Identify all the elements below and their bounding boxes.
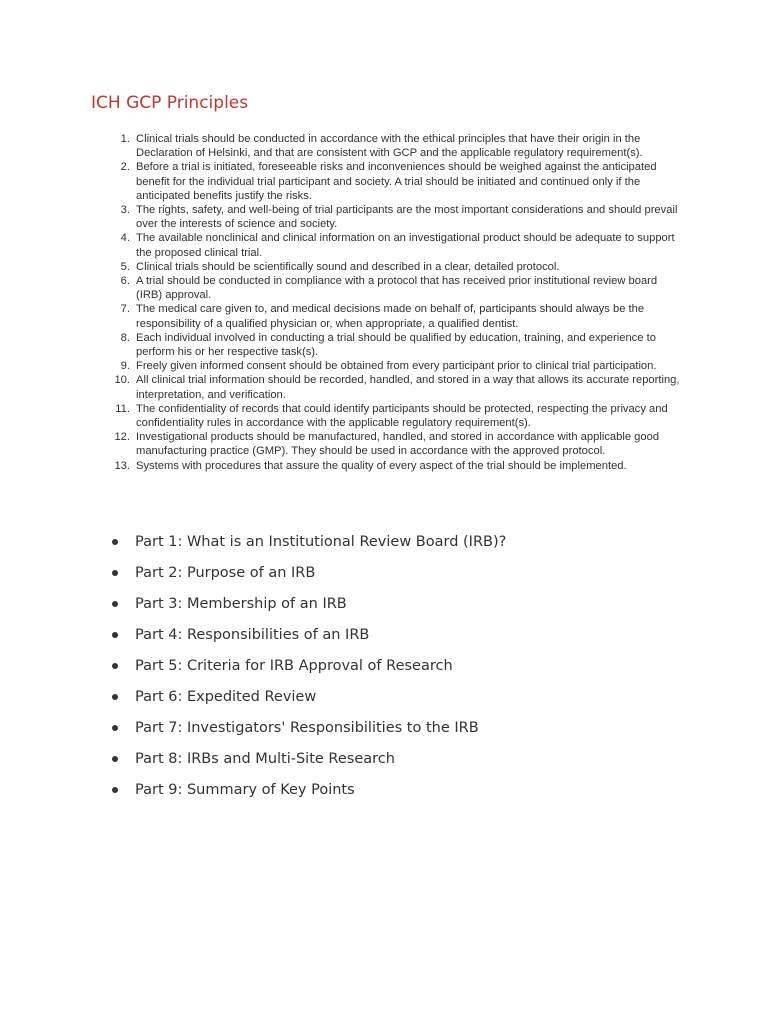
principle-item bbox=[110, 203, 685, 231]
bullet-icon bbox=[112, 663, 118, 669]
principle-number: 3. bbox=[120, 204, 130, 217]
principle-item bbox=[110, 359, 685, 373]
principle-text: A trial should be conducted in compliance with a protocol that has received prior institutional review board (IRB) approval. bbox=[136, 275, 658, 302]
principle-text: All clinical trial information should be recorded, handled, and stored in a way that allows its accurate reporting, interpretation, and verification. bbox=[136, 374, 680, 401]
principle-text: Freely given informed consent should be obtained from every participant prior to clinical trial participation. bbox=[136, 360, 657, 373]
part-label: Part 6: Expedited Review bbox=[135, 689, 317, 705]
principle-number: 4. bbox=[120, 232, 130, 245]
principle-number: 12. bbox=[114, 431, 130, 444]
principle-number: 7. bbox=[120, 303, 130, 316]
principle-item bbox=[110, 331, 685, 359]
part-item bbox=[112, 561, 506, 592]
principle-text: Systems with procedures that assure the quality of every aspect of the trial should be implemented. bbox=[136, 459, 627, 472]
bullet-icon bbox=[112, 570, 118, 576]
principle-text: Investigational products should be manufactured, handled, and stored in accordance with applicable good manufacturing practice (GMP). They should be used in accordance with the approved protocol. bbox=[136, 431, 660, 458]
part-item bbox=[112, 654, 506, 685]
part-label: Part 3: Membership of an IRB bbox=[135, 596, 347, 612]
principle-item bbox=[110, 430, 685, 458]
bullet-icon bbox=[112, 601, 118, 607]
part-item bbox=[112, 592, 506, 623]
principle-text: The confidentiality of records that could identify participants should be protected, respecting the privacy and confidentiality rules in accordance with the applicable regulatory requirement(s). bbox=[136, 402, 668, 430]
principle-number: 9. bbox=[120, 360, 130, 373]
principle-item bbox=[110, 459, 685, 473]
principle-number: 10. bbox=[114, 374, 130, 387]
part-item bbox=[112, 623, 506, 654]
principle-item bbox=[110, 373, 685, 401]
principle-text: The rights, safety, and well-being of trial participants are the most important considerations and should prevail over the interests of science and society. bbox=[136, 204, 678, 231]
part-label: Part 4: Responsibilities of an IRB bbox=[135, 627, 370, 643]
principle-item bbox=[110, 302, 685, 330]
principle-number: 11. bbox=[115, 402, 130, 415]
principle-number: 13. bbox=[114, 459, 130, 472]
bullet-icon bbox=[112, 694, 118, 700]
parts-list bbox=[112, 530, 506, 809]
principle-item bbox=[110, 160, 685, 203]
principles-list bbox=[110, 132, 685, 473]
part-label: Part 2: Purpose of an IRB bbox=[135, 565, 316, 581]
part-label: Part 9: Summary of Key Points bbox=[135, 782, 355, 798]
principle-text: Each individual involved in conducting a trial should be qualified by education, training, and experience to perform his or her respective task(s). bbox=[136, 331, 656, 359]
part-label: Part 5: Criteria for IRB Approval of Research bbox=[135, 658, 453, 674]
principle-number: 5. bbox=[120, 260, 130, 273]
principle-number: 1. bbox=[120, 133, 130, 145]
bullet-icon bbox=[112, 756, 118, 762]
principle-text: Before a trial is initiated, foreseeable risks and inconveniences should be weighed against the anticipated benefit for the individual trial participant and society. A trial should be initiated and continued only if the anticipated benefits justify the risks. bbox=[136, 161, 657, 202]
bullet-icon bbox=[112, 787, 118, 793]
bullet-icon bbox=[112, 539, 118, 545]
part-item bbox=[112, 685, 506, 716]
part-label: Part 8: IRBs and Multi-Site Research bbox=[135, 751, 395, 767]
principle-item bbox=[110, 231, 685, 259]
part-item bbox=[112, 530, 506, 561]
principle-item bbox=[110, 260, 685, 274]
principle-number: 8. bbox=[120, 331, 130, 344]
part-label: Part 7: Investigators' Responsibilities to the IRB bbox=[135, 720, 479, 736]
part-item bbox=[112, 747, 506, 778]
bullet-icon bbox=[112, 632, 118, 638]
principle-text: The medical care given to, and medical decisions made on behalf of, participants should always be the responsibility of a qualified physician or, when appropriate, a qualified dentist. bbox=[136, 303, 645, 330]
principle-item bbox=[110, 132, 685, 160]
principle-text: Clinical trials should be conducted in accordance with the ethical principles that have their origin in the Declaration of Helsinki, and that are consistent with GCP and the applicable regulatory requirement(s). bbox=[136, 133, 643, 160]
principle-number: 6. bbox=[120, 275, 130, 288]
principle-text: Clinical trials should be scientifically sound and described in a clear, detailed protocol. bbox=[136, 260, 560, 273]
principle-item bbox=[110, 274, 685, 302]
part-item bbox=[112, 716, 506, 747]
principle-text: The available nonclinical and clinical information on an investigational product should be adequate to support the proposed clinical trial. bbox=[136, 232, 675, 259]
page-title: ICH GCP Principles bbox=[91, 93, 249, 113]
part-item bbox=[112, 778, 506, 809]
principle-number: 2. bbox=[120, 161, 130, 174]
principle-item bbox=[110, 402, 685, 430]
part-label: Part 1: What is an Institutional Review Board (IRB)? bbox=[135, 534, 507, 550]
bullet-icon bbox=[112, 725, 118, 731]
